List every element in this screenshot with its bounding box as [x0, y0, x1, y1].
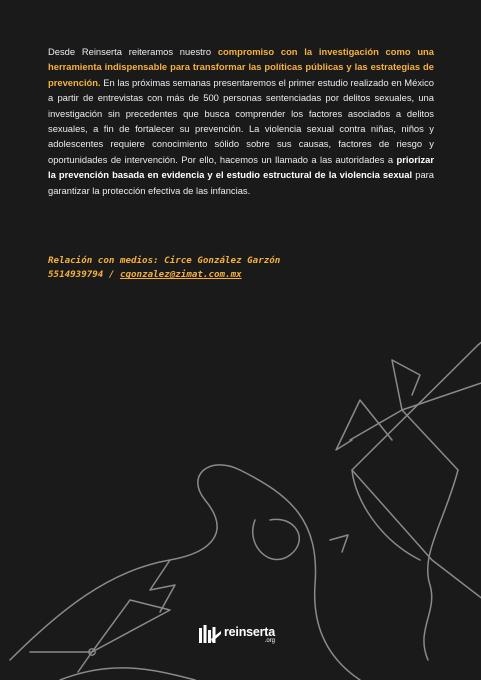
highlight-priority: priorizar la prevención basada en evidencia y el estudio estructural de la violencia sexual — [48, 153, 434, 181]
media-contact-email-link[interactable]: cgonzalez@zimat.com.mx — [119, 269, 242, 281]
media-contact-details — [48, 268, 448, 282]
inner-loop — [253, 519, 300, 559]
small-wing — [330, 535, 348, 552]
media-contact-phone: 5514939794 — [48, 269, 104, 281]
press-release-paragraph — [48, 44, 434, 198]
media-contact-separator: / — [103, 269, 120, 281]
kite-tail-curve — [424, 470, 458, 660]
closing-text: para garantizar la protección efectiva de las infancias. — [48, 169, 434, 196]
media-contact — [48, 254, 448, 283]
reinserta-logo-wordmark — [224, 626, 275, 645]
kite-diagonal-line — [402, 410, 458, 470]
zigzag-arrow-left — [392, 360, 420, 410]
kite-string — [352, 470, 420, 560]
study-text: En las próximas semanas presentaremos el primer estudio realizado en México a partir de entrevistas con más de 500 personas sentenciadas por delitos sexuales, una investigación sin precedentes que busca comprender los factores asociados a delitos sexuales, a fin de fortalecer su prevención. La violencia sexual contra niñas, niños y adolescentes requiere conocimiento sólido sobre sus causas, factores de riesgo y oportunidades de intervención. Por ello, hacemos un llamado a las autoridades a — [48, 76, 434, 165]
kite-outline — [352, 340, 481, 600]
long-swirl — [10, 465, 360, 680]
media-contact-name: Relación con medios: Circe González Garzón — [48, 255, 281, 266]
lower-left-arrow — [150, 560, 175, 612]
reinserta-logo-icon — [199, 625, 221, 645]
logo-suffix: .org — [264, 638, 276, 645]
logo-name: reinserta — [224, 624, 276, 639]
zigzag-arrow-right — [336, 400, 392, 450]
reinserta-logo — [199, 624, 275, 646]
highlight-commitment: compromiso con la investigación como una herramienta indispensable para transformar las políticas públicas y las estrategias de prevención. — [48, 46, 434, 88]
intro-text: Desde Reinserta reiteramos nuestro — [48, 46, 218, 57]
lower-left-kite — [30, 600, 170, 672]
